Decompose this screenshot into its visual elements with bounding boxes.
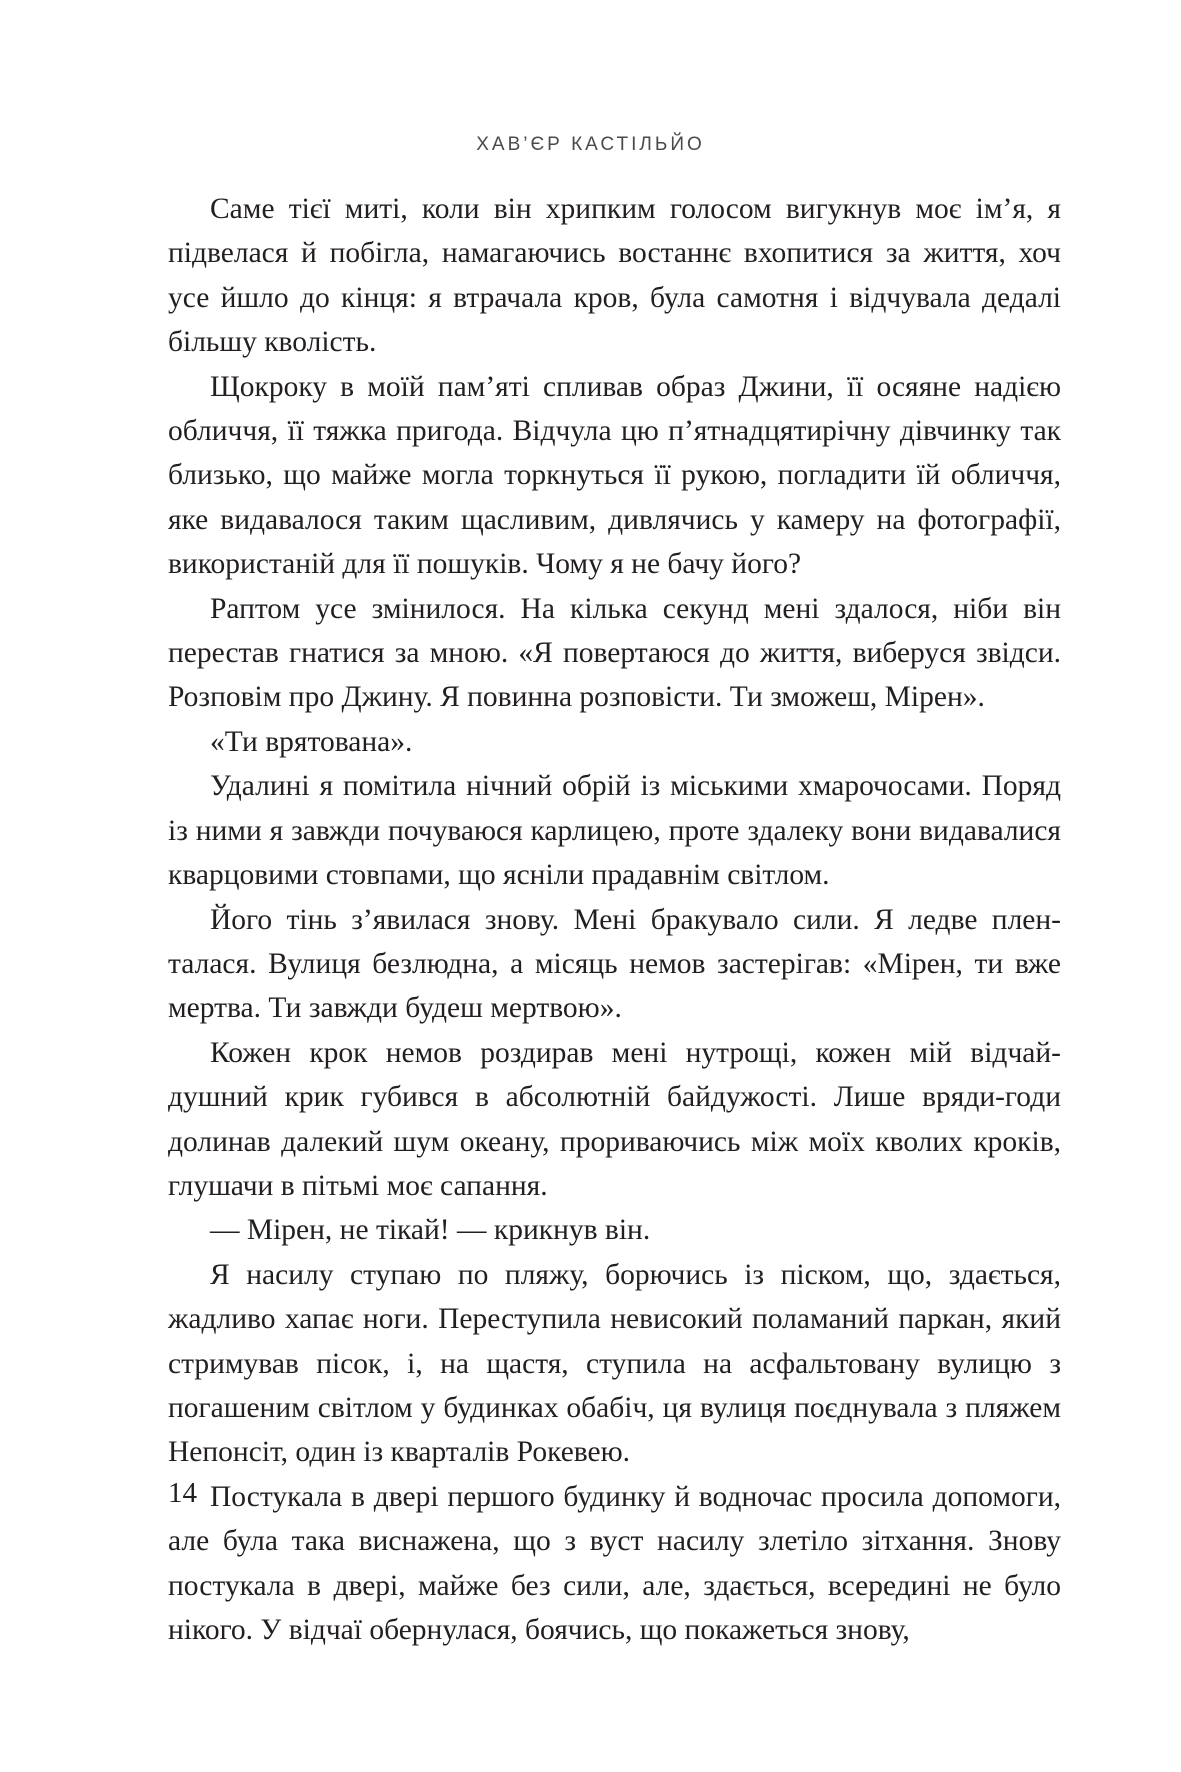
paragraph: Удалині я помітила нічний обрій із міськими хмарочосами. Поряд із ними я завжди почуваюся карлицею, проте здалеку вони видавалися кварцовими стовпами, що ясніли прадавнім світлом.: [168, 770, 1061, 892]
paragraph: Саме тієї миті, коли він хрипким голосом вигукнув моє ім’я, я підвелася й побігла, намагаючись востаннє вхопитися за життя, хоч усе йшло до кінця: я втрачала кров, була самотня і відчувала дедалі більшу кволість.: [168, 193, 1061, 359]
paragraph: Кожен крок немов роздирав мені нутрощі, кожен мій відчайдушний крик губився в абсолютній байдужості. Лише вряди-годи долинав далекий шум океану, прориваючись між моїх кволих кроків, глушачи в пітьмі моє сапання.: [168, 1036, 1061, 1202]
running-header: ХАВ’ЄР КАСТІЛЬЙО: [476, 134, 705, 155]
body-text: [168, 187, 1061, 1652]
page-number: 14: [168, 1477, 197, 1509]
paragraph: «Ти врятована».: [210, 725, 413, 758]
paragraph: Щокроку в моїй пам’яті спливав образ Джини, її осяяне надією обличчя, її тяжка пригода. Відчула цю п’ятнадцятирічну дівчинку так близько, що майже могла торкнуться її рукою, погладити їй обличчя, яке видавалося таким щасливим, дивлячись у камеру на фотографії, використаній для її пошуків. Чому я не бачу його?: [168, 370, 1061, 581]
paragraph: Раптом усе змінилося. На кілька секунд мені здалося, ніби він перестав гнатися за мною. «Я повертаюся до життя, виберуся звідси. Розповім про Джину. Я повинна розповісти. Ти зможеш, Мірен».: [168, 592, 1061, 714]
paragraph: Я насилу ступаю по пляжу, борючись із піском, що, здається, жадливо хапає ноги. Переступила невисокий поламаний паркан, який стримував пісок, і, на щастя, ступила на асфальтовану вулицю з погашеним світлом у будинках обабіч, ця вулиця поєднувала з пляжем Непонсіт, один із кварталів Рокевею.: [168, 1258, 1061, 1469]
paragraph: Постукала в двері першого будинку й водночас просила допомоги, але була така виснажена, що з вуст насилу злетіло зітхання. Знову постукала в двері, майже без сили, але, здається, всередині не було нікого. У відчаї обернулася, боячись, що покажеться знову,: [168, 1480, 1061, 1646]
paragraph: — Мірен, не тікай! — крикнув він.: [210, 1214, 651, 1247]
paragraph: Його тінь з’явилася знову. Мені бракувало сили. Я ледве пленталася. Вулиця безлюдна, а місяць немов застерігав: «Мірен, ти вже мертва. Ти завжди будеш мертвою».: [168, 903, 1061, 1025]
